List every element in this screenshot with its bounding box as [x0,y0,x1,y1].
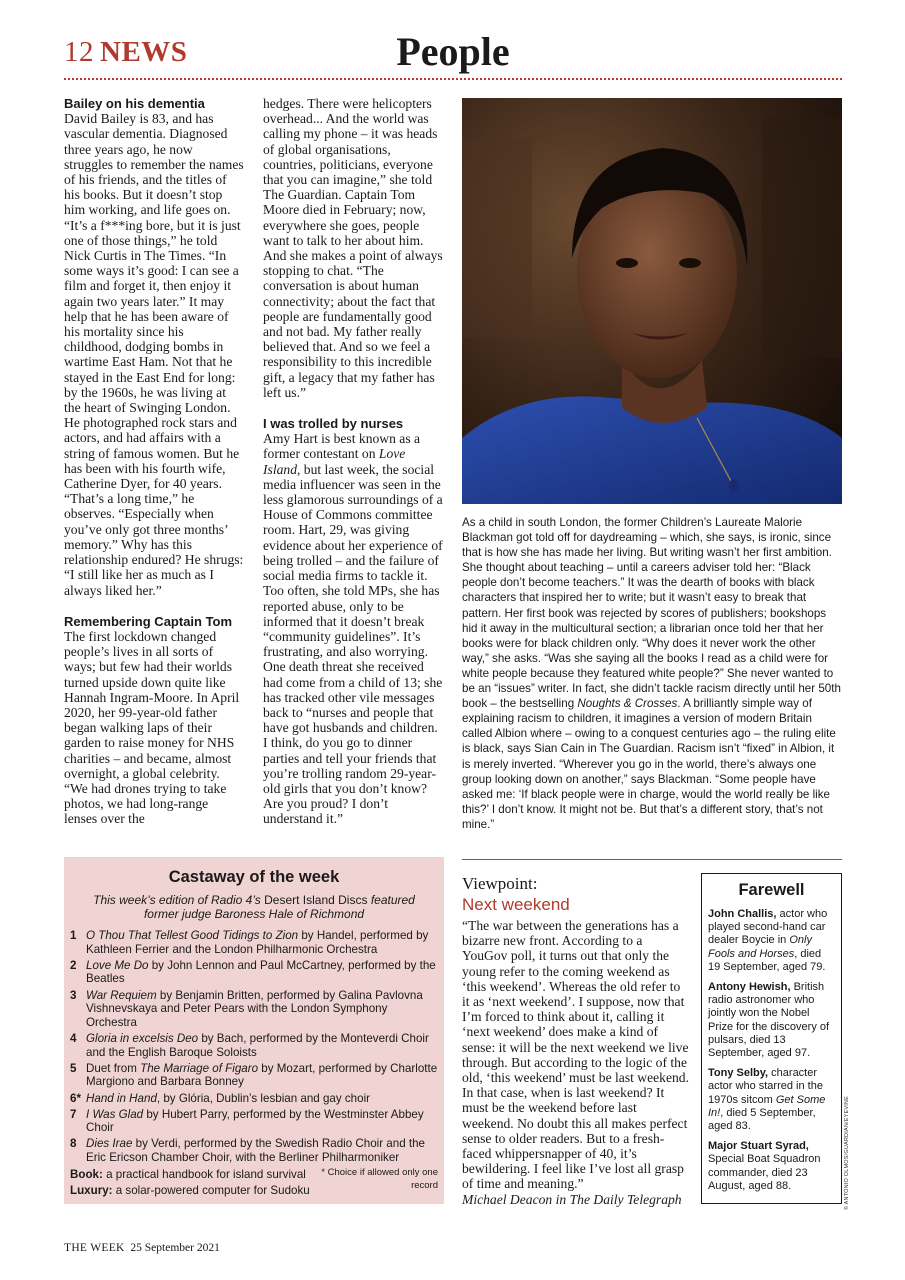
track-number: 4 [70,1031,77,1045]
story-spacer [64,598,244,614]
track-detail: by Hubert Parry, performed by the Westminster Abbey Choir [86,1107,424,1135]
track-detail: by Mozart, performed by Charlotte Margiono and Barbara Bonney [86,1061,438,1089]
photo-credit: © ANTONIO OLMOS/GUARDIAN/EYEVINE [844,1096,850,1210]
header-divider [64,78,842,80]
castaway-box [64,857,444,1204]
castaway-title: Castaway of the week [168,868,340,886]
track-title: The Marriage of Figaro [140,1061,259,1075]
obituary-text: actor who played second-hand car dealer Boycie in [708,908,828,947]
obituary-text: character actor who starred in the 1970s sitcom [708,1067,823,1106]
obituary-work: Only Fools and Horses [708,934,812,960]
viewpoint-kicker: Viewpoint: [462,874,538,893]
story-bailey-headline: Bailey on his dementia [64,96,205,111]
story-captain-tom-headline: Remembering Captain Tom [64,613,233,629]
story-trolled-text: Amy Hart is best known as a former contestant on [263,431,421,462]
obituary-name: Major Stuart Syrad, [708,1140,809,1153]
obituary-name: Tony Selby, [708,1067,769,1080]
track-number: 5 [70,1061,77,1075]
obituary-item [708,1067,835,1133]
list-item [70,1032,438,1059]
castaway-track-list [70,929,438,1167]
track-detail: , by Glória, Dublin’s lesbian and gay choir [156,1091,371,1105]
story-trolled-text: , but last week, the social media influencer was seen in the less glamorous surroundings of a House of Commons committee room. Hart, 29, was giving evidence about her experience of being trolled – and the failure of social media firms to tackle it. Too often, she told MPs, she has reported abuse, only to be informed that it doesn’t break “community guidelines”. It’s frustrating, and also worrying. One death threat she received had come from a child of 13; she has tracked other vile messages back to “nurses and people that have got husbands and children. I think, do you go to dinner parties and tell your friends that you’re trolling random 29-year-old girls that you don’t know? Are you proud? I don’t understand it.” [263,461,443,827]
list-item [70,1062,438,1089]
castaway-footnote: * Choice if allowed only one record [321,1167,438,1191]
castaway-choices [70,1167,310,1199]
viewpoint-body: “The war between the generations has a bizarre new front. According to a YouGov poll, it turns out that only the young refer to the coming weekend as ‘this weekend’. Whereas the old refer to it as ‘next weekend’. I suppose, now that I’m forced to think about it, calling it ‘next weekend’ does make a kind of sense: it will be the next weekend we live through. But according to the logic of the old, ‘this weekend’ must be last weekend. In that case, when is last weekend? It must be the weekend before last weekend. No doubt this all makes perfect sense to older readers. But to a fresh-faced whippersnapper of 40, it’s bewildering. I feel like I’ve lost all grasp of time and meaning.” [462,918,690,1192]
list-item [70,1137,438,1164]
farewell-box [701,873,842,1204]
story-captain-tom-continued: hedges. There were helicopters overhead... And the world was calling my phone – it was heads of global organisations, countries, politicians, everyone that you can imagine,” she told The Guardian. Captain Tom Moore died in February; now, everywhere she goes, people want to talk to her about him. And she makes a point of always stopping to chat. “The conversation is about human connectivity; about the fact that people are fundamentally good and not bad. My father really believed that. And so we feel a responsibility to this incredible gift, a legacy that my father has left us.” [263,96,443,400]
farewell-title: Farewell [738,881,805,899]
viewpoint-title: Next weekend [462,895,570,914]
list-item [70,959,438,986]
caption-divider [462,859,842,860]
story-spacer [263,400,445,416]
show-title: Love Island [263,446,406,477]
track-title: Gloria in excelsis Deo [86,1031,199,1045]
obituary-item [708,908,835,974]
track-detail: by Bach, performed by the Monteverdi Choir and the English Baroque Soloists [86,1031,429,1059]
portrait-photo [462,98,842,504]
magazine-name: THE WEEK [64,1242,125,1254]
book-label: Book: [70,1168,103,1181]
obituary-item [708,1140,835,1193]
castaway-intro-text: featured former judge Baroness Hale of Richmond [143,893,415,921]
photo-caption-story [462,515,842,832]
book-value: a practical handbook for island survival [102,1168,306,1181]
caption-text: . A brilliantly simple way of explaining racism to children, it imagines a version of modern Britain called Albion where – owing to a conquest centuries ago – the ruling elite is black, says Sian Cain in The Guardian. Racism isn’t “fixed” in Albion, it is merely inverted. “Wherever you go in the world, there’s always one group looking down on another,” says Blackman. “Some people have asked me: ‘If black people were in charge, would the world really be like this?’ I don’t know. It might not be. But that’s a different story, that’s not mine.” [462,697,836,831]
track-detail: by Verdi, performed by the Swedish Radio Choir and the Eric Ericson Chamber Choir, with the Berliner Philharmoniker [86,1137,425,1165]
page-footer [64,1242,220,1254]
track-title: Dies Irae [86,1137,133,1151]
viewpoint-column [462,874,690,1207]
list-item [70,1092,438,1106]
programme-title: Desert Island Discs [264,893,368,907]
luxury-value: a solar-powered computer for Sudoku [112,1184,310,1197]
book-title: Noughts & Crosses [577,697,678,711]
portrait-illustration [462,98,842,504]
castaway-intro-text: This week’s edition of Radio 4’s [93,893,265,907]
track-number: 3 [70,988,77,1002]
obituary-text: British radio astronomer who jointly won the Nobel Prize for the discovery of pulsars, died 13 September, aged 97. [708,981,830,1060]
list-item [70,929,438,956]
viewpoint-credit: Michael Deacon in The Daily Telegraph [462,1191,682,1207]
castaway-book [70,1167,310,1183]
section-number: 12 [64,36,94,68]
column-left [64,96,244,827]
castaway-intro [78,893,430,921]
track-number: 7 [70,1107,77,1121]
page-title: People [396,29,510,74]
track-title: Love Me Do [86,958,149,972]
obituary-name: John Challis, [708,908,777,920]
list-item [70,1108,438,1135]
caption-text: As a child in south London, the former Children’s Laureate Malorie Blackman got told off for daydreaming – which, she says, is ironic, since that is how she has made her living. But writing wasn’t her first ambition. She thought about teaching – until a careers adviser told her: “Black people don’t become teachers.” It was the dearth of books with black characters that inspired her to write; but it wasn’t easy to break that pattern. Her first book was rejected by scores of publishers; bookshops hid it away in the multicultural section; a librarian once told her that her books were for black children only. “Why does it never work the other way,” she asks. “Was she saying all the books I read as a child were for white people because they featured white people?” She never wanted to be an “issues” writer. In fact, she didn’t tackle racism directly until her 50th book – the bestselling [462,516,841,711]
story-trolled-headline: I was trolled by nurses [263,416,404,432]
track-detail: Duet from [86,1061,141,1075]
track-number: 1 [70,929,77,942]
obituary-name: Antony Hewish, [708,981,791,994]
track-title: I Was Glad [86,1107,144,1121]
page-header [64,28,842,80]
section-name: NEWS [100,36,188,68]
track-number: 6* [70,1091,81,1105]
track-title: Hand in Hand [86,1091,157,1105]
track-title: O Thou That Tellest Good Tidings to Zion [86,929,299,942]
obituary-text: Special Boat Squadron commander, died 23 August, aged 88. [708,1153,821,1192]
track-detail: by John Lennon and Paul McCartney, performed by the Beatles [86,958,436,986]
list-item [70,989,438,1030]
track-number: 2 [70,958,77,972]
obituary-text: , died 5 September, aged 83. [708,1106,816,1133]
track-number: 8 [70,1137,77,1151]
castaway-luxury [70,1183,310,1199]
track-detail: by Handel, performed by Kathleen Ferrier and the London Philharmonic Orchestra [86,929,429,956]
luxury-label: Luxury: [70,1184,113,1197]
issue-date: 25 September 2021 [130,1242,220,1254]
obituary-text: , died 19 September, aged 79. [708,947,826,973]
track-detail: by Benjamin Britten, performed by Galina Pavlovna Vishnevskaya and Peter Pears with the London Symphony Orchestra [86,988,423,1029]
story-captain-tom-body: The first lockdown changed people’s lives in all sorts of ways; but few had their worlds turned upside down quite like Hannah Ingram-Moore. In April 2020, her 99-year-old father began walking laps of their garden to raise money for NHS charities – and became, almost overnight, a global celebrity. “We had drones trying to take photos, we had long-range lenses over the [64,628,240,827]
track-title: War Requiem [86,988,157,1002]
column-middle [263,96,445,827]
story-bailey-body: David Bailey is 83, and has vascular dementia. Diagnosed three years ago, he now struggles to remember the names of his friends, and the titles of his books. But it doesn’t stop him working, and life goes on. “It’s a f***ing bore, but it is just one of those things,” he told Nick Curtis in The Times. “In some ways it’s good: I can see a film and forget it, then enjoy it again two years later.” It may help that he has been aware of his mortality since his childhood, dodging bombs in wartime East Ham. Not that he stayed in the East End for long: by the 1960s, he was living at the heart of Swinging London. He photographed rock stars and actors, and had affairs with a string of famous women. But he has been with his fourth wife, Catherine Dyer, for 40 years. “That’s a long time,” he observes. “Especially when you’ve only got three months’ memory.” Why has this relationship endured? He shrugs: “I still like her as much as I always liked her.” [64,111,244,598]
obituary-work: Get Some In! [708,1093,826,1119]
obituary-item [708,981,835,1060]
story-trolled-body [263,431,445,826]
